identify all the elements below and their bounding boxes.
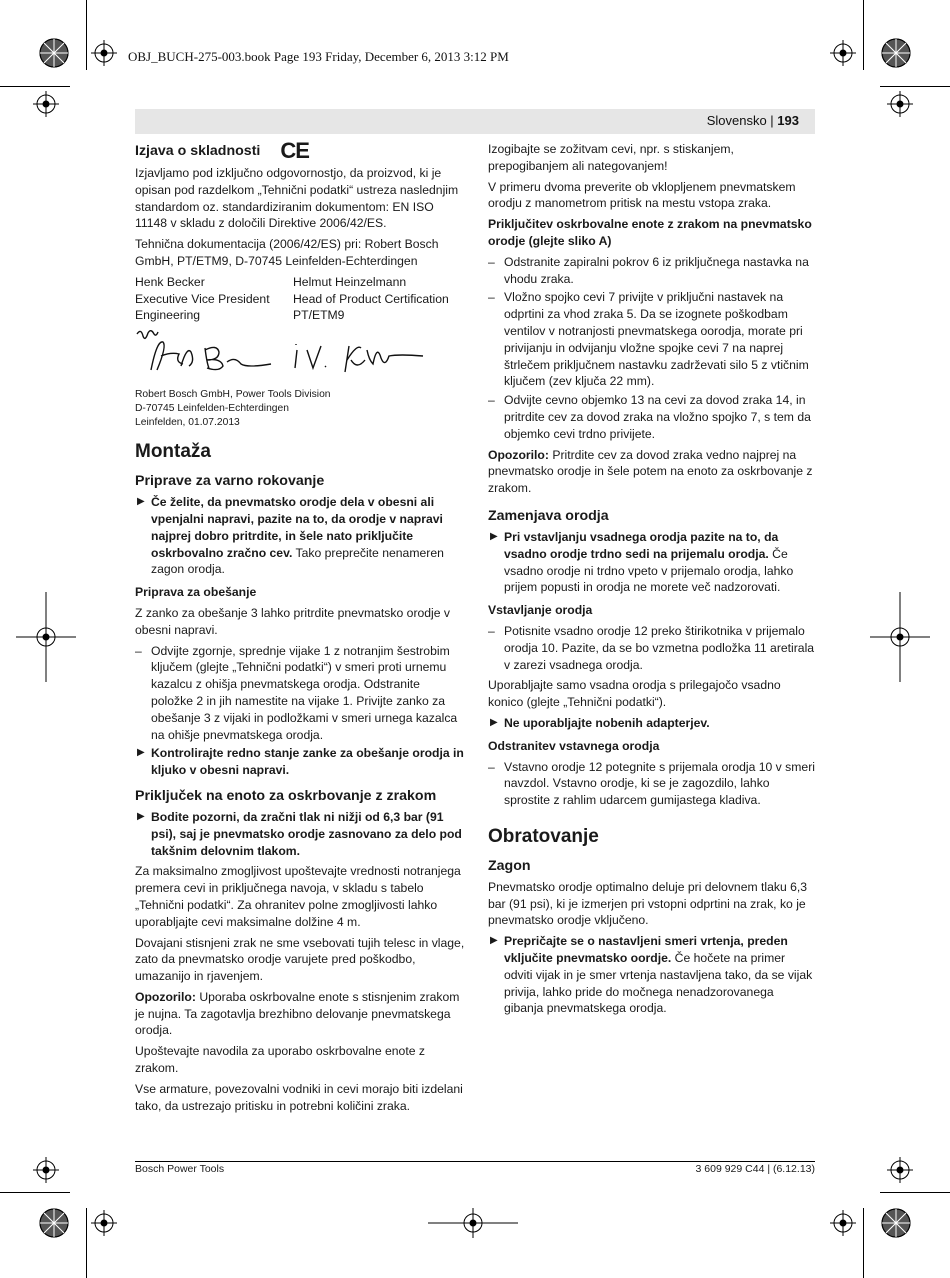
list-item: – Odstranite zapiralni pokrov 6 iz priključnega nastavka na vhodu zraka. bbox=[488, 254, 809, 286]
list-item: ▶ Kontrolirajte redno stanje zanke za obešanje orodja in kljuko v obesni napravi. bbox=[137, 746, 464, 778]
paragraph: Izogibajte se zožitvam cevi, npr. s stiskanjem, prepogibanjem ali nategovanjem! bbox=[488, 142, 734, 173]
subsection-title: Odstranitev vstavnega orodja bbox=[488, 738, 660, 753]
subsection-title: Priprava za obešanje bbox=[135, 585, 257, 600]
right-column bbox=[488, 141, 816, 1021]
paragraph: Dovajani stisnjeni zrak ne sme vsebovati tujih telesc in vlage, zato da pnevmatsko orodje varujete pred poškodbo, umazanijo in rjavenjem. bbox=[135, 935, 465, 984]
list-item: ▶ Prepričajte se o nastavljeni smeri vrtenja, preden vključite pnevmatsko oordje. Če hočete na primer odviti vijak in je smer vrtenja nastavljena tako, da se vijak privija, lahko pride do močnega nenadzorovanega gibanja pnevmatskega orodja. bbox=[490, 934, 813, 1016]
list-item: ▶ Če želite, da pnevmatsko orodje dela v obesni ali vpenjalni napravi, pazite na to, da orodje v napravi najprej dobro pritrdite, in šele nato priključite oskrbovalno zračno cev. Tako preprečite nenameren zagon orodja. bbox=[137, 495, 444, 577]
section-title: Zagon bbox=[488, 857, 531, 874]
running-header: Slovensko | 193 bbox=[135, 109, 815, 134]
chapter-title: Montaža bbox=[135, 441, 211, 463]
signatory-role: Head of Product Certification PT/ETM9 bbox=[293, 291, 449, 323]
paragraph: Za maksimalno zmogljivost upoštevajte vrednosti notranjega premera cevi in priključnega navoja, v skladu s tabelo „Tehnični podatki“. Za ohranitev polne zmogljivosti lahko uporabljajte cevi maksimalne dolžine 4 m. bbox=[135, 864, 461, 929]
list-item: – Odvijte cevno objemko 13 na cevi za dovod zraka 14, in pritrdite cev za dovod zraka na vložno spojko 7, s tem da objemko cevi trdno privijete. bbox=[488, 393, 811, 441]
signatories bbox=[135, 274, 465, 324]
section-title: Priprave za varno rokovanje bbox=[135, 473, 325, 490]
list-item: ▶ Pri vstavljanju vsadnega orodja pazite na to, da vsadno orodje trdno sedi na prijemalu orodja. Če vsadno orodje ni trdno vpeto v prijemalo orodja, lahko prijem popusti in orodja ne morete več nadzorovati. bbox=[490, 529, 794, 595]
ce-mark-icon: CE bbox=[280, 138, 309, 163]
starburst-icon bbox=[40, 1209, 68, 1237]
list-item: – Vložno spojko cevi 7 privijte v priključni nastavek na odprtini za vhod zraka 5. Da se izognete poškodbam ventilov v notranjosti pnevmatskega oorodja, morate pri privijanju in odvijanju vložne spojke cevi 7 na naprej štrlečem priključnem nastavku zadrževati silo 5 z vtičnim ključem (zev ključa 22 mm). bbox=[488, 290, 809, 389]
triangle-bullet-icon: ▶ bbox=[490, 530, 498, 542]
list-item: ▶ Bodite pozorni, da zračni tlak ni nižji od 6,3 bar (91 psi), saj je pnevmatsko orodje zasnovano za delo pod takšnim delovnim tlakom. bbox=[137, 809, 462, 858]
list-item: – Vstavno orodje 12 potegnite s prijemala orodja 10 v smeri navzdol. Vstavno orodje, ki se je zagozdilo, lahko sprostite z rahlim udarcem gumijastega kladiva. bbox=[488, 759, 815, 808]
handwritten-signatures-icon bbox=[135, 326, 455, 384]
triangle-bullet-icon: ▶ bbox=[137, 496, 145, 508]
signatory-name: Helmut Heinzelmann bbox=[293, 274, 407, 289]
paragraph: Opozorilo: Pritrdite cev za dovod zraka vedno najprej na pnevmatsko orodje in šele potem na enoto za oskrbovanje z zrakom. bbox=[488, 447, 813, 496]
triangle-bullet-icon: ▶ bbox=[490, 935, 498, 947]
paragraph: Vse armature, povezovalni vodniki in cevi morajo biti izdelani tako, da ustrezajo pritisku in potrebni količini zraka. bbox=[135, 1081, 463, 1113]
subsection-title: Vstavljanje orodja bbox=[488, 603, 593, 618]
declaration-heading bbox=[135, 138, 465, 163]
subsection-title: Priključitev oskrbovalne enote z zrakom na pnevmatsko orodje (glejte sliko A) bbox=[488, 217, 812, 248]
list-item: – Potisnite vsadno orodje 12 preko štirikotnika v prijemalo orodja 10. Pazite, da se bo vzmetna podložka 11 aretirala v zarezi vsadnega orodja. bbox=[488, 623, 815, 672]
footer-left: Bosch Power Tools bbox=[135, 1163, 225, 1175]
paragraph: Pnevmatsko orodje optimalno deluje pri delovnem tlaku 6,3 bar (91 psi), ki je izmerjen pri vstopni odprtini na zrak, ko je pnevmatsko orodje vključeno. bbox=[488, 879, 808, 928]
footer-right: 3 609 929 C44 | (6.12.13) bbox=[695, 1163, 815, 1175]
signatory-name: Henk Becker bbox=[135, 274, 205, 289]
left-column bbox=[135, 138, 465, 1118]
signatory-role: Executive Vice President Engineering bbox=[135, 291, 270, 323]
paragraph: Upoštevajte navodila za uporabo oskrbovalne enote z zrakom. bbox=[135, 1044, 425, 1076]
triangle-bullet-icon: ▶ bbox=[137, 810, 145, 822]
section-title: Izjava o skladnosti bbox=[135, 143, 261, 159]
starburst-icon bbox=[882, 1209, 910, 1237]
section-title: Zamenjava orodja bbox=[488, 507, 609, 524]
paragraph: Izjavljamo pod izključno odgovornostjo, da proizvod, ki je opisan pod razdelkom „Tehnični podatki“ ustreza naslednjim standardom oz. standardiziranim dokumentom: EN ISO 11148 v skladu z določili Direktive 2006/42/ES. bbox=[135, 166, 459, 231]
page-number: 193 bbox=[777, 113, 799, 128]
paragraph: Z zanko za obešanje 3 lahko pritrdite pnevmatsko orodje v obesni napravi. bbox=[135, 605, 451, 637]
list-item: ▶ Ne uporabljajte nobenih adapterjev. bbox=[490, 715, 710, 730]
paragraph: Tehnična dokumentacija (2006/42/ES) pri: Robert Bosch GmbH, PT/ETM9, D-70745 Leinfelden-Echterdingen bbox=[135, 237, 439, 268]
triangle-bullet-icon: ▶ bbox=[490, 716, 498, 728]
paragraph: Opozorilo: Uporaba oskrbovalne enote s stisnjenim zrakom je nujna. Ta zagotavlja brezhibno delovanje pnevmatskega orodja. bbox=[135, 989, 460, 1038]
slug-line: OBJ_BUCH-275-003.book Page 193 Friday, December 6, 2013 3:12 PM bbox=[128, 49, 509, 64]
list-item: – Odvijte zgornje, sprednje vijake 1 z notranjim šestrobim ključem (glejte „Tehnični podatki“) v smeri proti urnemu kazalcu z ohišja pnevmatskega orodja. Odstranite položke 2 in jih namestite na vijake 1. Privijte zanko za obešanje 3 z vijaki in podložkami v smeri urnega kazalca na ohišje pnevmatskega orodja. bbox=[135, 643, 458, 742]
header-language: Slovensko bbox=[706, 113, 767, 128]
triangle-bullet-icon: ▶ bbox=[137, 747, 145, 759]
company-address: Robert Bosch GmbH, Power Tools Division D-70745 Leinfelden-Echterdingen Leinfelden, 01.07.2013 bbox=[135, 389, 331, 429]
starburst-icon bbox=[882, 39, 910, 67]
paragraph: Uporabljajte samo vsadna orodja s prilegajočo vsadno konico (glejte „Tehnični podatki“). bbox=[488, 678, 781, 710]
chapter-title: Obratovanje bbox=[488, 825, 599, 847]
paragraph: V primeru dvoma preverite ob vklopljenem pnevmatskem orodju z manometrom pritisk na mestu vstopa zraka. bbox=[488, 179, 796, 211]
section-title: Priključek na enoto za oskrbovanje z zrakom bbox=[135, 787, 437, 804]
starburst-icon bbox=[40, 39, 68, 67]
footer-rule bbox=[135, 1161, 815, 1162]
